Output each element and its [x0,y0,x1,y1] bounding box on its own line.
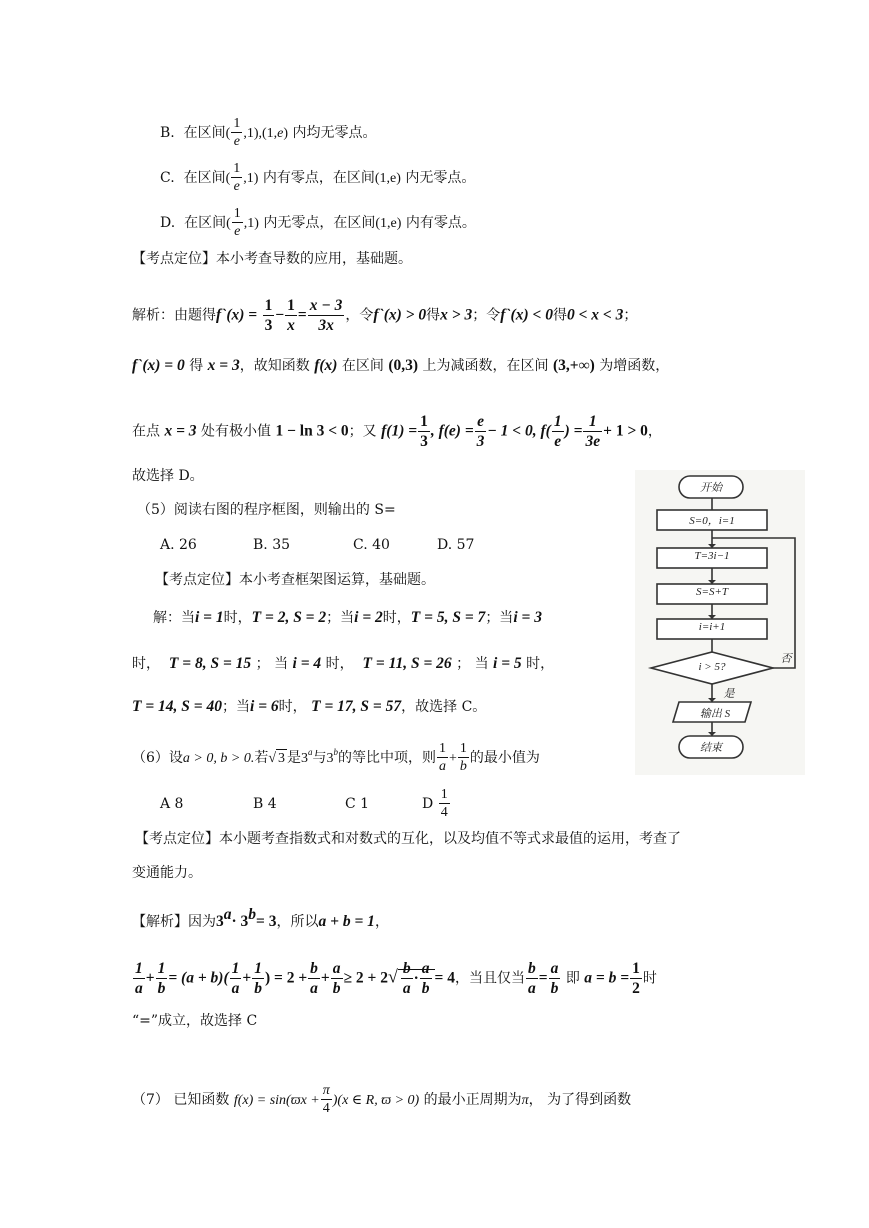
q6-kaodian-1: 【考点定位】本小题考查指数式和对数式的互化，以及均值不等式求最值的运用，考查了 [135,831,681,847]
q5-kaodian: 【考点定位】本小考查框架图运算，基础题。 [155,572,435,588]
flowchart [635,470,805,775]
q5-solution-line2: 时， T = 8, S = 15 ； 当 i = 4 时， T = 11, S = 26 ； 当 i = 5 时， [132,655,555,672]
q5-option-a: A. 26 [160,537,197,553]
q5-options [160,536,474,554]
option-c: C. 在区间( $\frac{1}{e}$ ,1) 内有零点，在区间(1,e) 内无零点。 [160,161,476,194]
flow-cond-label: i > 5? [698,661,726,673]
option-d: D. 在区间( $\frac{1}{e}$ ,1) 内无零点，在区间(1,e) 内有零点。 [160,206,476,239]
flow-step1-label: T=3i−1 [694,550,730,562]
flow-end-label: 结束 [700,742,722,754]
q6-analysis: 【解析】因为$3^a\cdot 3^b= 3$，所以a + b = 1， [132,906,389,930]
flow-init-label: S=0，i=1 [689,515,735,527]
q7-question: （7） 已知函数 f(x) = sin(ϖx + $\frac{\pi}{4}$ )(x ∈ R, ϖ > 0) 的最小正周期为π， 为了得到函数 [132,1083,632,1116]
flow-step3-label: i=i+1 [698,621,726,633]
q4-solution-line3: 在点 x = 3 处有极小值 1 − ln 3 < 0；又 f(1) = $\frac{1}{3}$ , f(e) = $\frac{e}{3}$ − 1 < 0, f( $\frac{1}{e}$ ) = $\frac{1}{3e}$ + 1 > 0， [132,413,662,450]
q5-solution-line3: T = 14, S = 40；当i = 6时， T = 17, S = 57，故选择 C。 [132,698,487,715]
q5-option-c: C. 40 [353,537,390,553]
q5-question: （5）阅读右图的程序框图，则输出的 S= [137,502,396,518]
q6-option-b: B 4 [253,796,277,812]
q6-options: A 8 B 4 C 1 D $\frac{1}{4}$ [160,787,448,820]
q4-kaodian: 【考点定位】本小考查导数的应用，基础题。 [132,251,412,267]
q6-option-d: D [422,796,434,812]
q6-option-c: C 1 [345,796,370,812]
q6-question: （6）设a > 0, b > 0.若√ 3 是3$^a$与3$^b$的等比中项，则 $\frac{1}{a}$ + $\frac{1}{b}$ 的最小值为 [132,741,540,774]
q5-solution-line1: 解：当i = 1时，T = 2, S = 2；当i = 2时，T = 5, S = 7；当i = 3 [153,609,542,626]
q4-solution-line2: f`(x) = 0 得 x = 3，故知函数 f(x) 在区间 (0,3) 上为减函数，在区间 (3,+∞) 为增函数， [132,357,670,374]
q6-option-a: A 8 [160,796,184,812]
q6-final: “=”成立，故选择 C [132,1013,258,1029]
q4-solution-line1: 解析：由题得f`(x) = $\frac{1}{3}$ − $\frac{1}{x}$ = $\frac{x - 3}{3x}$ ，令f`(x) > 0得x > 3；令f`(x) < 0得0 < x < 3； [132,297,638,334]
flow-step2-label: S=S+T [696,586,728,598]
q4-conclusion: 故选择 D。 [132,468,204,484]
flow-yes-label: 是 [723,688,735,700]
flow-start-label: 开始 [700,482,722,494]
flow-output-label: 输出 S [699,708,731,720]
q6-kaodian-2: 变通能力。 [132,865,202,881]
option-b: B. 在区间( $\frac{1}{e}$ ,1),(1,e) 内均无零点。 [160,116,377,149]
q5-option-d: D. 57 [437,537,475,553]
q5-option-b: B. 35 [253,537,291,553]
q6-derivation: $\frac{1}{a}$ + $\frac{1}{b}$ = (a + b)( $\frac{1}{a}$ + $\frac{1}{b}$ ) = 2 + $\frac{b}{a}$ + $\frac{a}{b}$ ≥ 2 + 2√ $\frac{b}{a}$ · $\frac{a}{b}$ = 4，当且仅当 $\frac{b}{a}$ = $\frac{a}{b}$ 即 a = b = $\frac{1}{2}$ 时 [135,960,657,997]
flow-no-label: 否 [780,653,792,665]
